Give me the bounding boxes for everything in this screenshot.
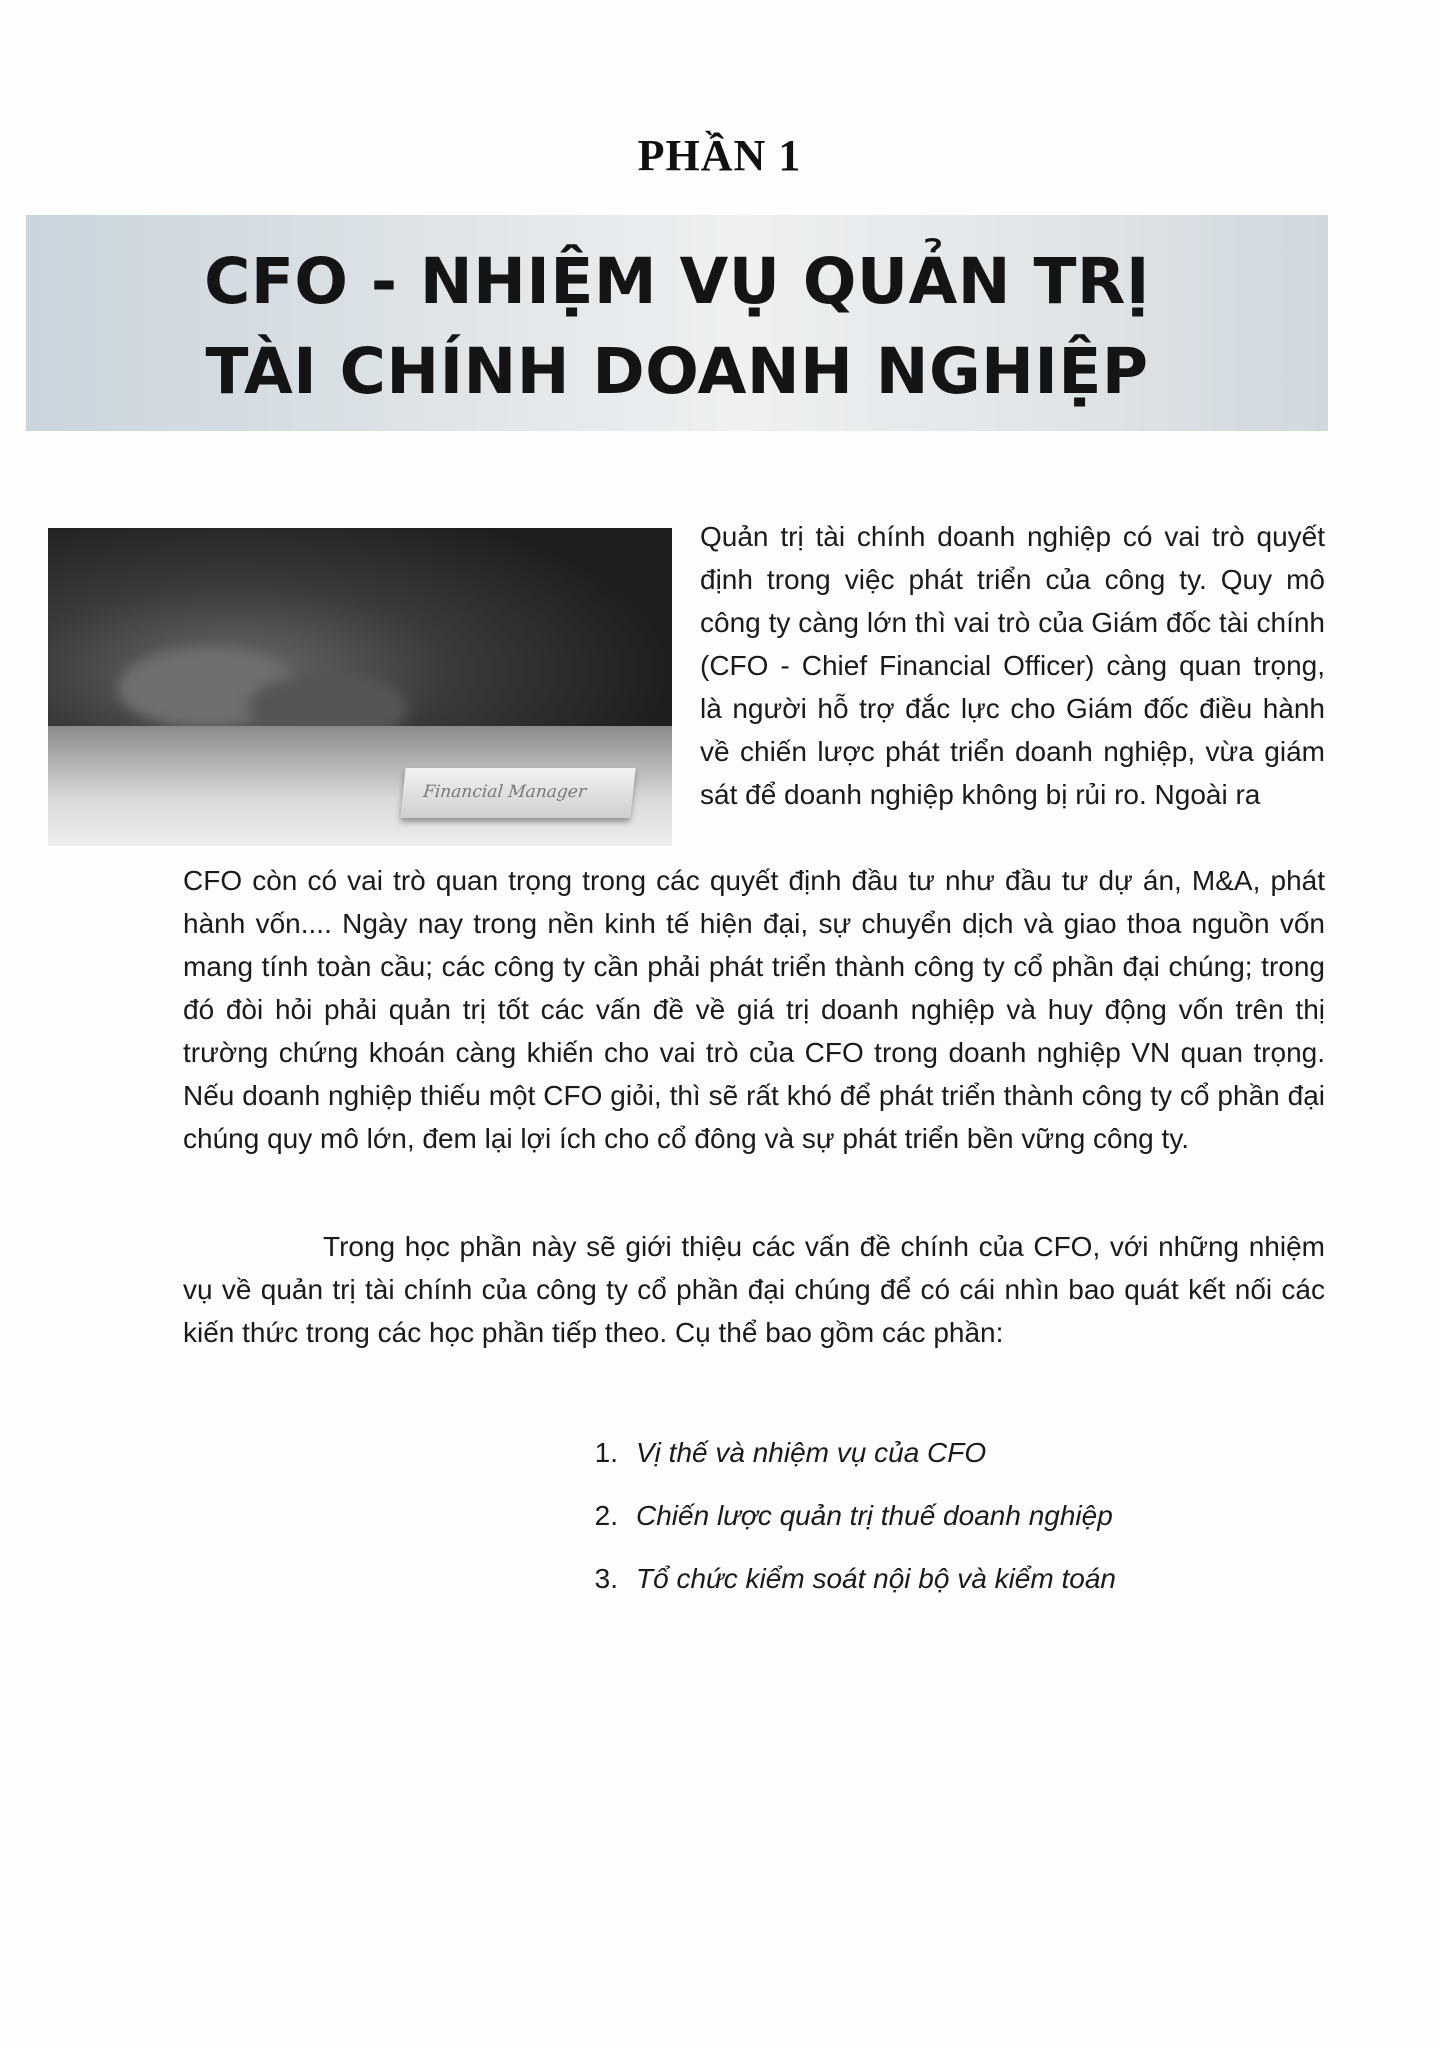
list-number: 1. [594, 1437, 618, 1468]
list-item [560, 1563, 1116, 1626]
chapter-title-line2: TÀI CHÍNH DOANH NGHIỆP [205, 335, 1149, 408]
list-text: Tổ chức kiểm soát nội bộ và kiểm toán [636, 1563, 1116, 1594]
list-number: 2. [594, 1500, 618, 1531]
course-overview-paragraph: Trong học phần này sẽ giới thiệu các vấn đề chính của CFO, với những nhiệm vụ về quản trị tài chính của công ty cổ phần đại chúng để có cái nhìn bao quát kết nối các kiến thức trong các học phần tiếp theo. Cụ thể bao gồm các phần: [183, 1231, 1325, 1348]
topics-list [560, 1437, 1116, 1626]
chapter-title [26, 237, 1328, 417]
list-text: Chiến lược quản trị thuế doanh nghiệp [636, 1500, 1113, 1531]
list-text: Vị thế và nhiệm vụ của CFO [636, 1437, 987, 1468]
part-label: PHẦN 1 [637, 131, 802, 180]
chapter-title-line1: CFO - NHIỆM VỤ QUẢN TRỊ [204, 245, 1150, 318]
list-number: 3. [594, 1563, 618, 1594]
chapter-banner [26, 215, 1328, 431]
placard-text: Financial Manager [422, 782, 588, 802]
intro-paragraph-top: Quản trị tài chính doanh nghiệp có vai trò quyết định trong việc phát triển của công ty. Quy mô công ty càng lớn thì vai trò của Giám đốc tài chính (CFO - Chief Financial Officer) càng quan trọng, là người hỗ trợ đắc lực cho Giám đốc điều hành về chiến lược phát triển doanh nghiệp, vừa giám sát để doanh nghiệp không bị rủi ro. Ngoài ra [700, 521, 1325, 810]
list-item [560, 1500, 1116, 1563]
intro-paragraph-continued: CFO còn có vai trò quan trọng trong các quyết định đầu tư như đầu tư dự án, M&A, phát hành vốn.... Ngày nay trong nền kinh tế hiện đại, sự chuyển dịch và giao thoa nguồn vốn mang tính toàn cầu; các công ty cần phải phát triển thành công ty cổ phần đại chúng; trong đó đòi hỏi phải quản trị tốt các vấn đề về giá trị doanh nghiệp và huy động vốn trên thị trường chứng khoán càng khiến cho vai trò của CFO trong doanh nghiệp VN quan trọng. Nếu doanh nghiệp thiếu một CFO giỏi, thì sẽ rất khó để phát triển thành công ty cổ phần đại chúng quy mô lớn, đem lại lợi ích cho cổ đông và sự phát triển bền vững công ty. [183, 865, 1325, 1154]
name-placard [400, 768, 635, 818]
financial-manager-photo [48, 528, 672, 846]
list-item [560, 1437, 1116, 1500]
